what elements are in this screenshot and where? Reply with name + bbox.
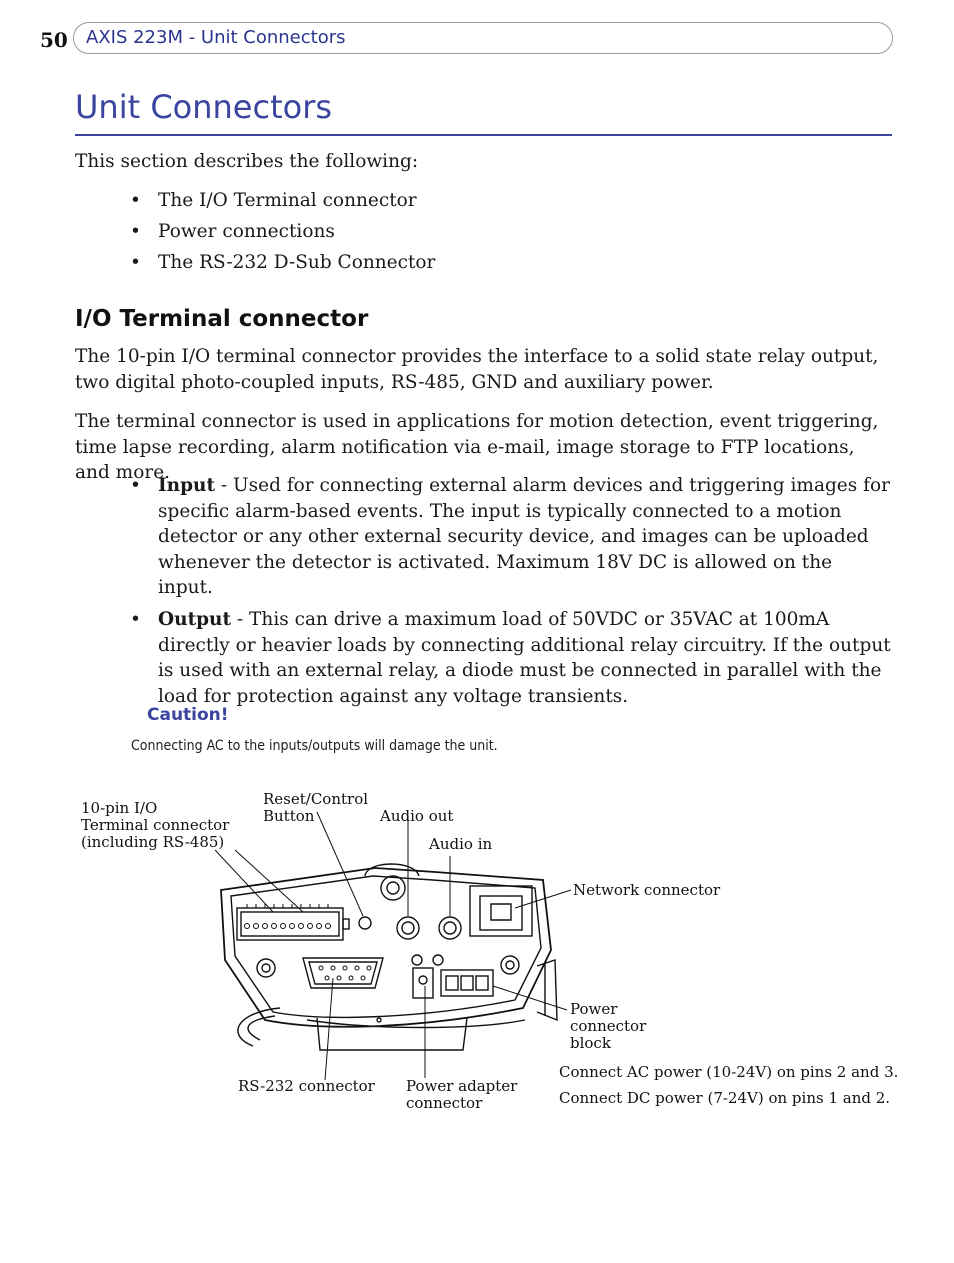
audio-in-label: Audio in — [429, 835, 493, 853]
section-paragraph-2: The terminal connector is used in applications for motion detection, event triggering, time lapse recording, alarm notification via e-mail, image storage to FTP locations, and more. — [75, 411, 879, 484]
reset-button-label: Reset/Control Button — [263, 790, 369, 825]
dc-power-note: Connect DC power (7-24V) on pins 1 and 2. — [559, 1089, 891, 1107]
intro-list — [130, 188, 435, 281]
ac-power-note: Connect AC power (10-24V) on pins 2 and 3. — [559, 1063, 899, 1081]
page-header — [40, 22, 896, 56]
unit-connectors-figure — [75, 780, 905, 1120]
intro-text: This section describes the following: — [75, 151, 419, 172]
io-details-list — [130, 473, 892, 715]
term-input: Input — [158, 475, 216, 496]
desc-input: - Used for connecting external alarm devices and triggering images for specific alarm-based events. The input is typically connected to a motion detector or any other external security device, and images can be uploaded whenever the detector is activated. Maximum 18V DC is allowed on the input. — [158, 475, 890, 599]
desc-output: - This can drive a maximum load of 50VDC or 35VAC at 100mA directly or heavier loads by connecting additional relay circuitry. If the output is used with an external relay, a diode must be connected in parallel with the load for protection against any voltage transients. — [158, 608, 891, 707]
audio-out-label: Audio out — [380, 807, 454, 825]
list-item-output — [130, 607, 892, 709]
list-item-input — [130, 473, 892, 601]
caution-title: Caution! — [147, 705, 229, 725]
network-connector-label: Network connector — [573, 881, 721, 899]
page-title: Unit Connectors — [75, 88, 333, 126]
header-bar — [73, 22, 893, 54]
header-title: AXIS 223M - Unit Connectors — [86, 27, 346, 48]
section-paragraph-1: The 10-pin I/O terminal connector provides the interface to a solid state relay output, two digital photo-coupled inputs, RS-485, GND and auxiliary power. — [75, 346, 879, 393]
term-output: Output — [158, 608, 232, 630]
list-item: • The I/O Terminal connector — [130, 188, 435, 214]
title-rule — [75, 134, 892, 136]
caution-text: Connecting AC to the inputs/outputs will damage the unit. — [131, 738, 498, 754]
list-item: • The RS-232 D-Sub Connector — [130, 250, 435, 276]
power-adapter-label: Power adapter connector — [406, 1077, 518, 1112]
section-heading: I/O Terminal connector — [75, 306, 369, 332]
rs232-connector-label: RS-232 connector — [238, 1077, 375, 1095]
list-item: • Power connections — [130, 219, 435, 245]
io-terminal-label: 10-pin I/O Terminal connector (including RS-485) — [81, 799, 230, 851]
power-connector-block-label: Power connector block — [570, 1000, 647, 1052]
page-number: 50 — [40, 28, 68, 52]
